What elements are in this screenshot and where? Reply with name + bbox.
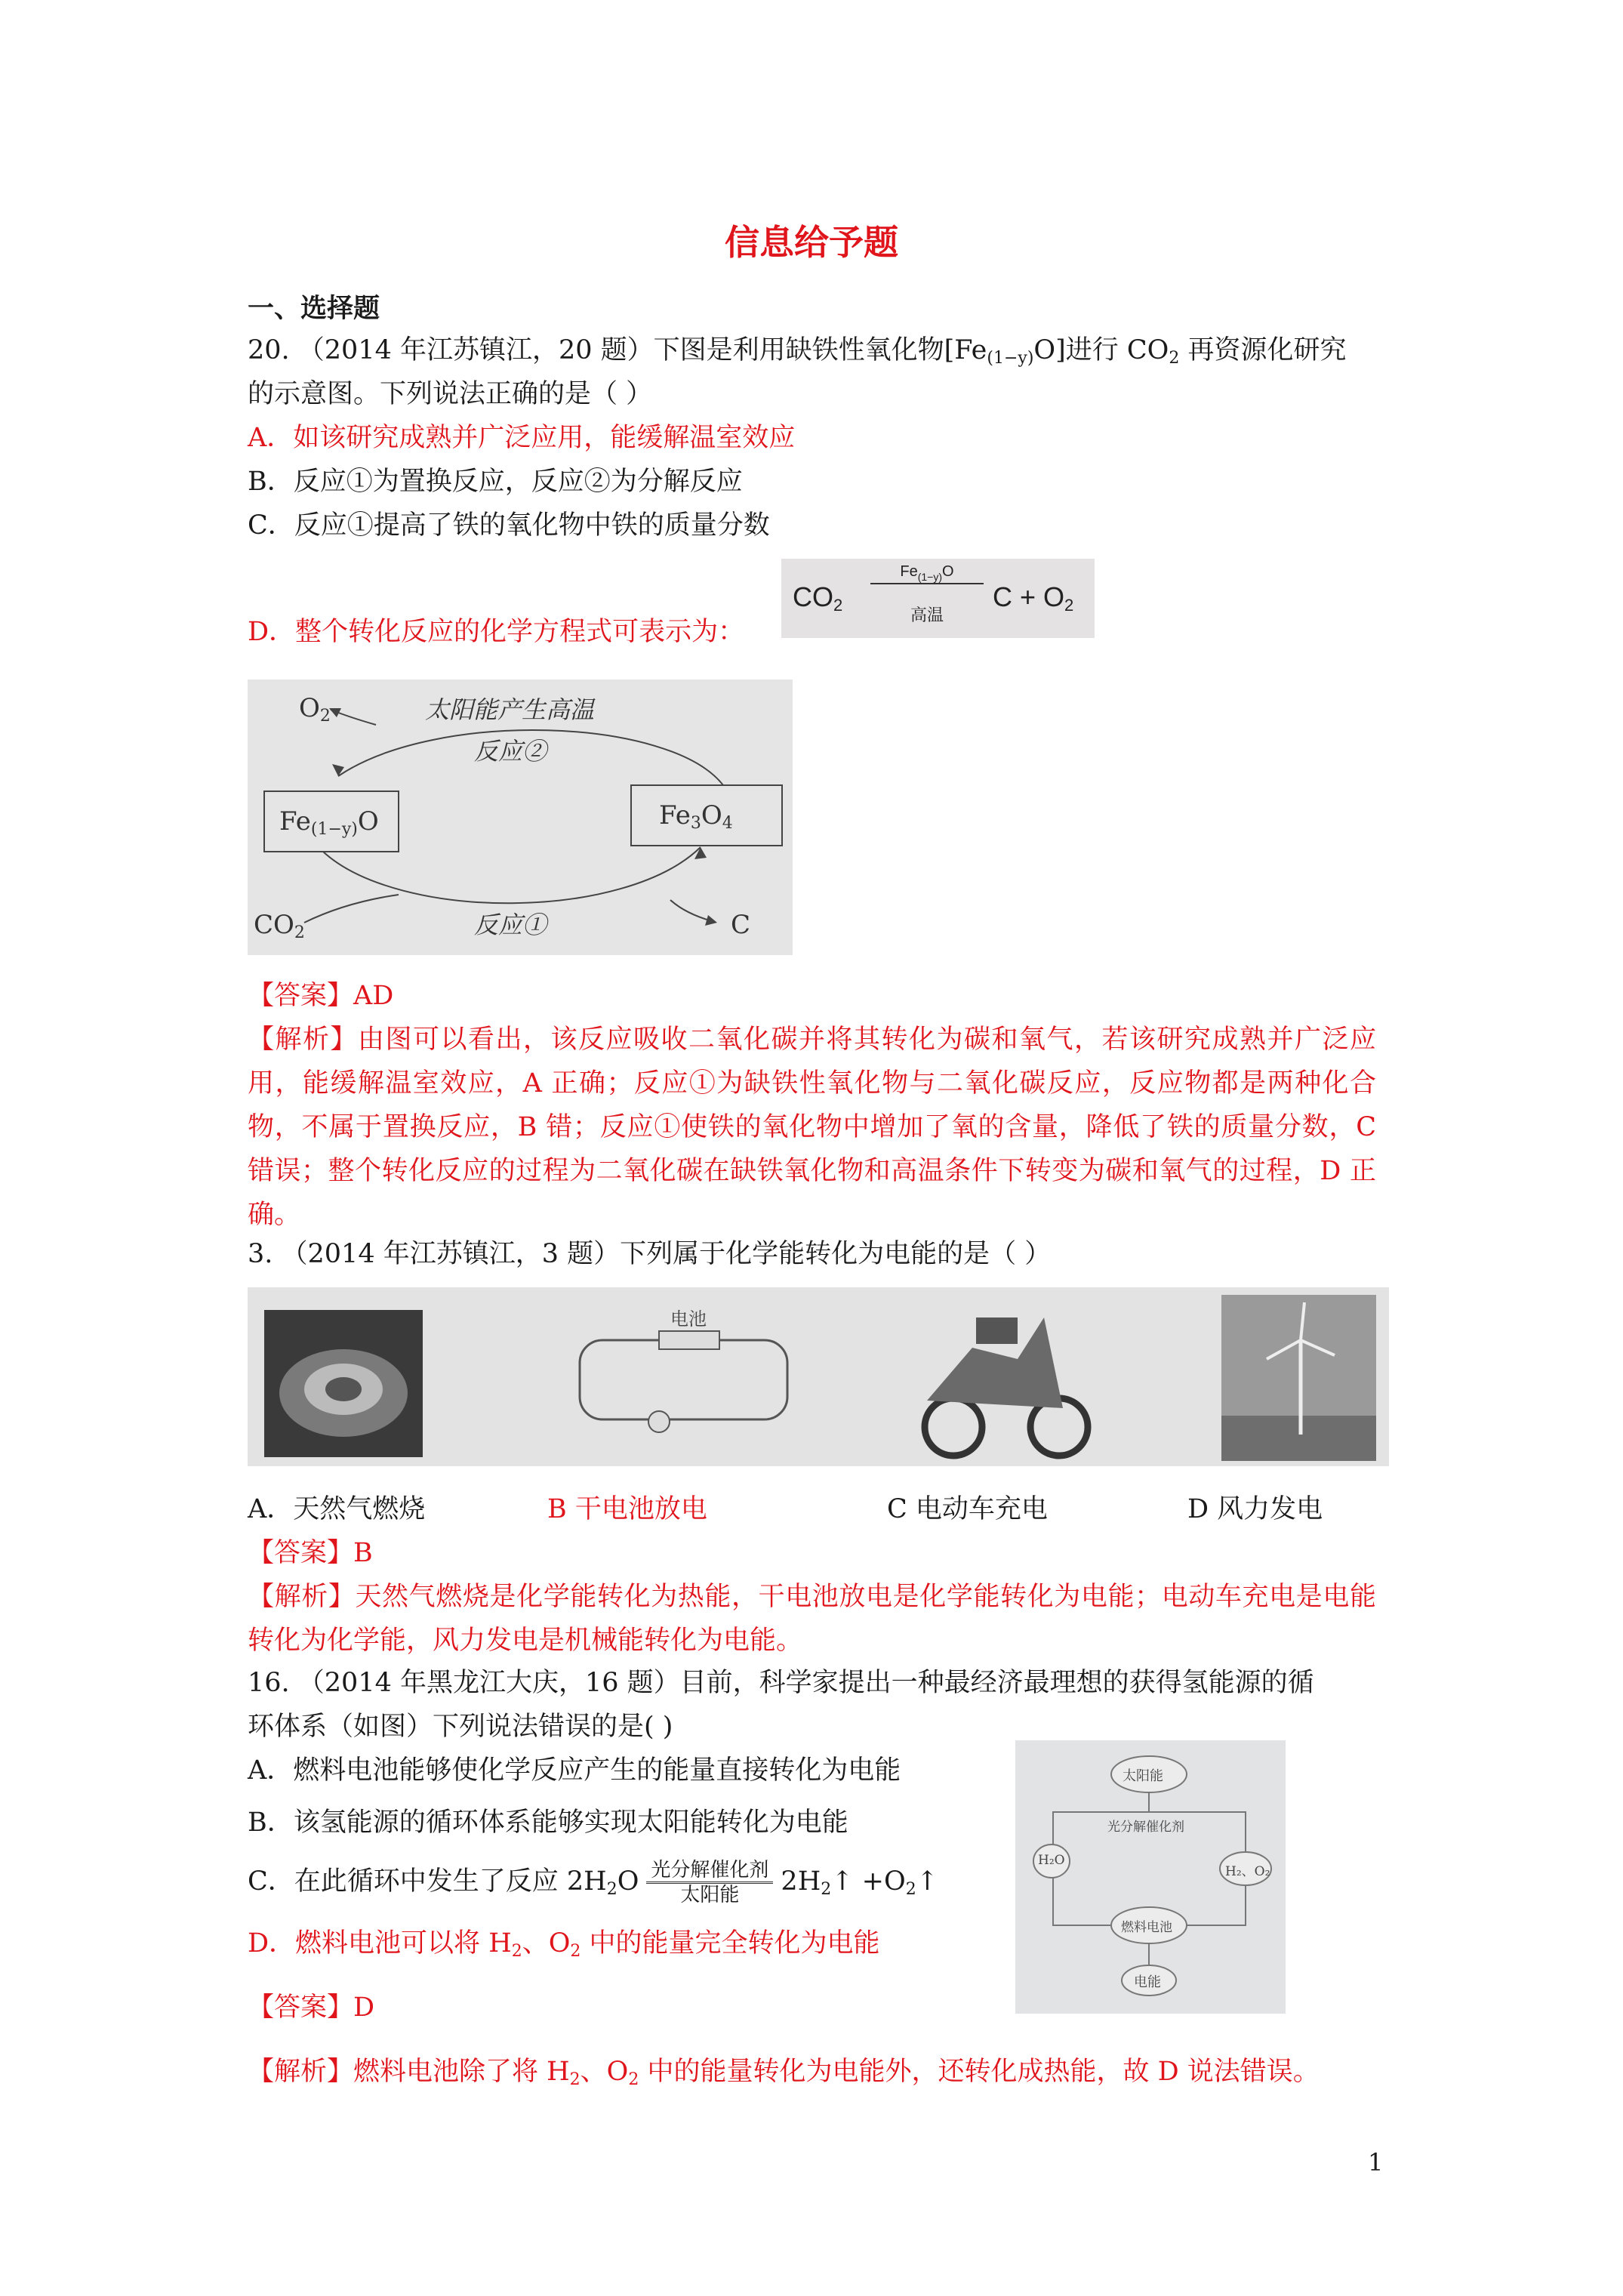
q16-analysis: 【解析】燃料电池除了将 $H_2$、$O_2$ 中的能量转化为电能外，还转化成热能，故 D 说法错误。 <box>248 2057 1320 2089</box>
hydrogen-cycle-diagram <box>1015 1740 1286 2014</box>
circuit-loop <box>580 1340 787 1419</box>
scooter-rear-wheel <box>925 1398 982 1456</box>
q20-answer: 【答案】AD <box>248 981 394 1011</box>
cycle-diagram <box>248 680 793 955</box>
q16-option-c-condition-top: 光分解催化剂 <box>646 1859 773 1884</box>
diagram-reaction1: 反应① <box>474 911 547 939</box>
battery-cell <box>659 1331 719 1349</box>
page-title: 信息给予题 <box>725 222 898 263</box>
diagram-c: C <box>731 910 751 940</box>
q3-answer: 【答案】B <box>248 1538 373 1568</box>
eq-condition-top: $Fe_{(1-y)}O$ <box>870 563 984 584</box>
q3-sketches <box>248 1287 1389 1466</box>
q16-option-a: A．燃料电池能够使化学反应产生的能量直接转化为电能 <box>248 1755 901 1786</box>
equation-image <box>781 559 1095 638</box>
q20-option-a: A．如该研究成熟并广泛应用，能缓解温室效应 <box>248 423 796 453</box>
top-arrowhead <box>332 764 344 776</box>
c-arrowhead <box>705 915 717 926</box>
flow-power: 电能 <box>1134 1974 1161 1990</box>
q16-option-c: C．在此循环中发生了反应 $2H_2O$ $\frac{\text{光分解催化剂}}{\text{太阳能}}$ $2H_2↑$ $+O_2↑$ <box>248 1859 939 1906</box>
diagram-top-label: 太阳能产生高温 <box>425 695 595 724</box>
q16-stem-line2: 环体系（如图）下列说法错误的是( ) <box>248 1712 673 1742</box>
q16-option-d: D．燃料电池可以将 $H_2$、$O_2$ 中的能量完全转化为电能 <box>248 1928 880 1961</box>
q20-option-c: C．反应①提高了铁的氧化物中铁的质量分数 <box>248 510 770 541</box>
page-number: 1 <box>1368 2148 1384 2177</box>
q3-option-b: B 干电池放电 <box>547 1494 707 1524</box>
q20-option-d: D．整个转化反应的化学方程式可表示为： <box>248 617 745 647</box>
bulb <box>648 1411 670 1432</box>
q3-stem: 3. （2014 年江苏镇江，3 题）下列属于化学能转化为电能的是（ ） <box>248 1239 1052 1269</box>
flow-h2o2: H₂、O₂ <box>1225 1864 1270 1879</box>
q16-answer: 【答案】D <box>248 1992 375 2023</box>
q16-option-c-condition-bottom: 太阳能 <box>680 1884 740 1906</box>
battery-label: 电池 <box>670 1308 707 1330</box>
flow-catalyst: 光分解催化剂 <box>1107 1820 1184 1835</box>
q20-analysis: 【解析】由图可以看出，该反应吸收二氧化碳并将其转化为碳和氧气，若该研究成熟并广泛应用，能缓解温室效应，A 正确；反应①为缺铁性氧化物与二氧化碳反应，反应物都是两种化合物，不属于置换反应，B 错；反应①使铁的氧化物中增加了氧的含量，降低了铁的质量分数，C 错误；整个转化反应的过程为二氧化碳在缺铁氧化物和高温条件下转变为碳和氧气的过程，D 正确。 <box>248 1025 1376 1230</box>
eq-right: $C + O_2$ <box>993 581 1074 615</box>
diagram-o2: $O_2$ <box>299 693 331 726</box>
c-arrow <box>670 900 712 921</box>
q20-stem-line1: 20. （2014 年江苏镇江，20 题）下图是利用缺铁性氧化物$[Fe_{(1-y)}O]$进行 $CO_2$ 再资源化研究 <box>248 335 1347 368</box>
q3-option-a: A．天然气燃烧 <box>248 1494 426 1524</box>
diagram-left-box: $Fe_{(1-y)}O$ <box>279 806 379 839</box>
flow-sun: 太阳能 <box>1123 1768 1163 1784</box>
q20-option-b: B．反应①为置换反应，反应②为分解反应 <box>248 467 743 497</box>
diagram-reaction2: 反应② <box>474 737 547 766</box>
bottom-arrowhead <box>694 847 707 859</box>
q16-option-b: B．该氢能源的循环体系能够实现太阳能转化为电能 <box>248 1808 848 1838</box>
q20-stem-line2: 的示意图。下列说法正确的是（ ） <box>248 379 653 409</box>
diagram-right-box: $Fe_3O_4$ <box>659 800 733 833</box>
bottom-arc <box>323 847 701 903</box>
co2-arrow <box>304 895 399 923</box>
eq-left: $CO_2$ <box>793 581 843 615</box>
eq-condition-bottom: 高温 <box>910 606 944 624</box>
section-heading: 一、选择题 <box>248 293 380 324</box>
flow-h2o: H₂O <box>1038 1853 1065 1868</box>
q3-option-c: C 电动车充电 <box>887 1494 1048 1524</box>
flow-fuelcell: 燃料电池 <box>1121 1920 1172 1935</box>
q3-images <box>248 1287 1389 1466</box>
stove-center <box>325 1377 362 1401</box>
q3-analysis: 【解析】天然气燃烧是化学能转化为热能，干电池放电是化学能转化为电能；电动车充电是电能转化为化学能，风力发电是机械能转化为电能。 <box>248 1582 1376 1656</box>
diagram-co2: $CO_2$ <box>254 910 305 942</box>
q3-option-d: D 风力发电 <box>1187 1494 1323 1524</box>
scooter-seat <box>976 1318 1018 1344</box>
q16-stem-line1: 16. （2014 年黑龙江大庆，16 题）目前，科学家提出一种最经济最理想的获得氢能源的循 <box>248 1668 1314 1698</box>
